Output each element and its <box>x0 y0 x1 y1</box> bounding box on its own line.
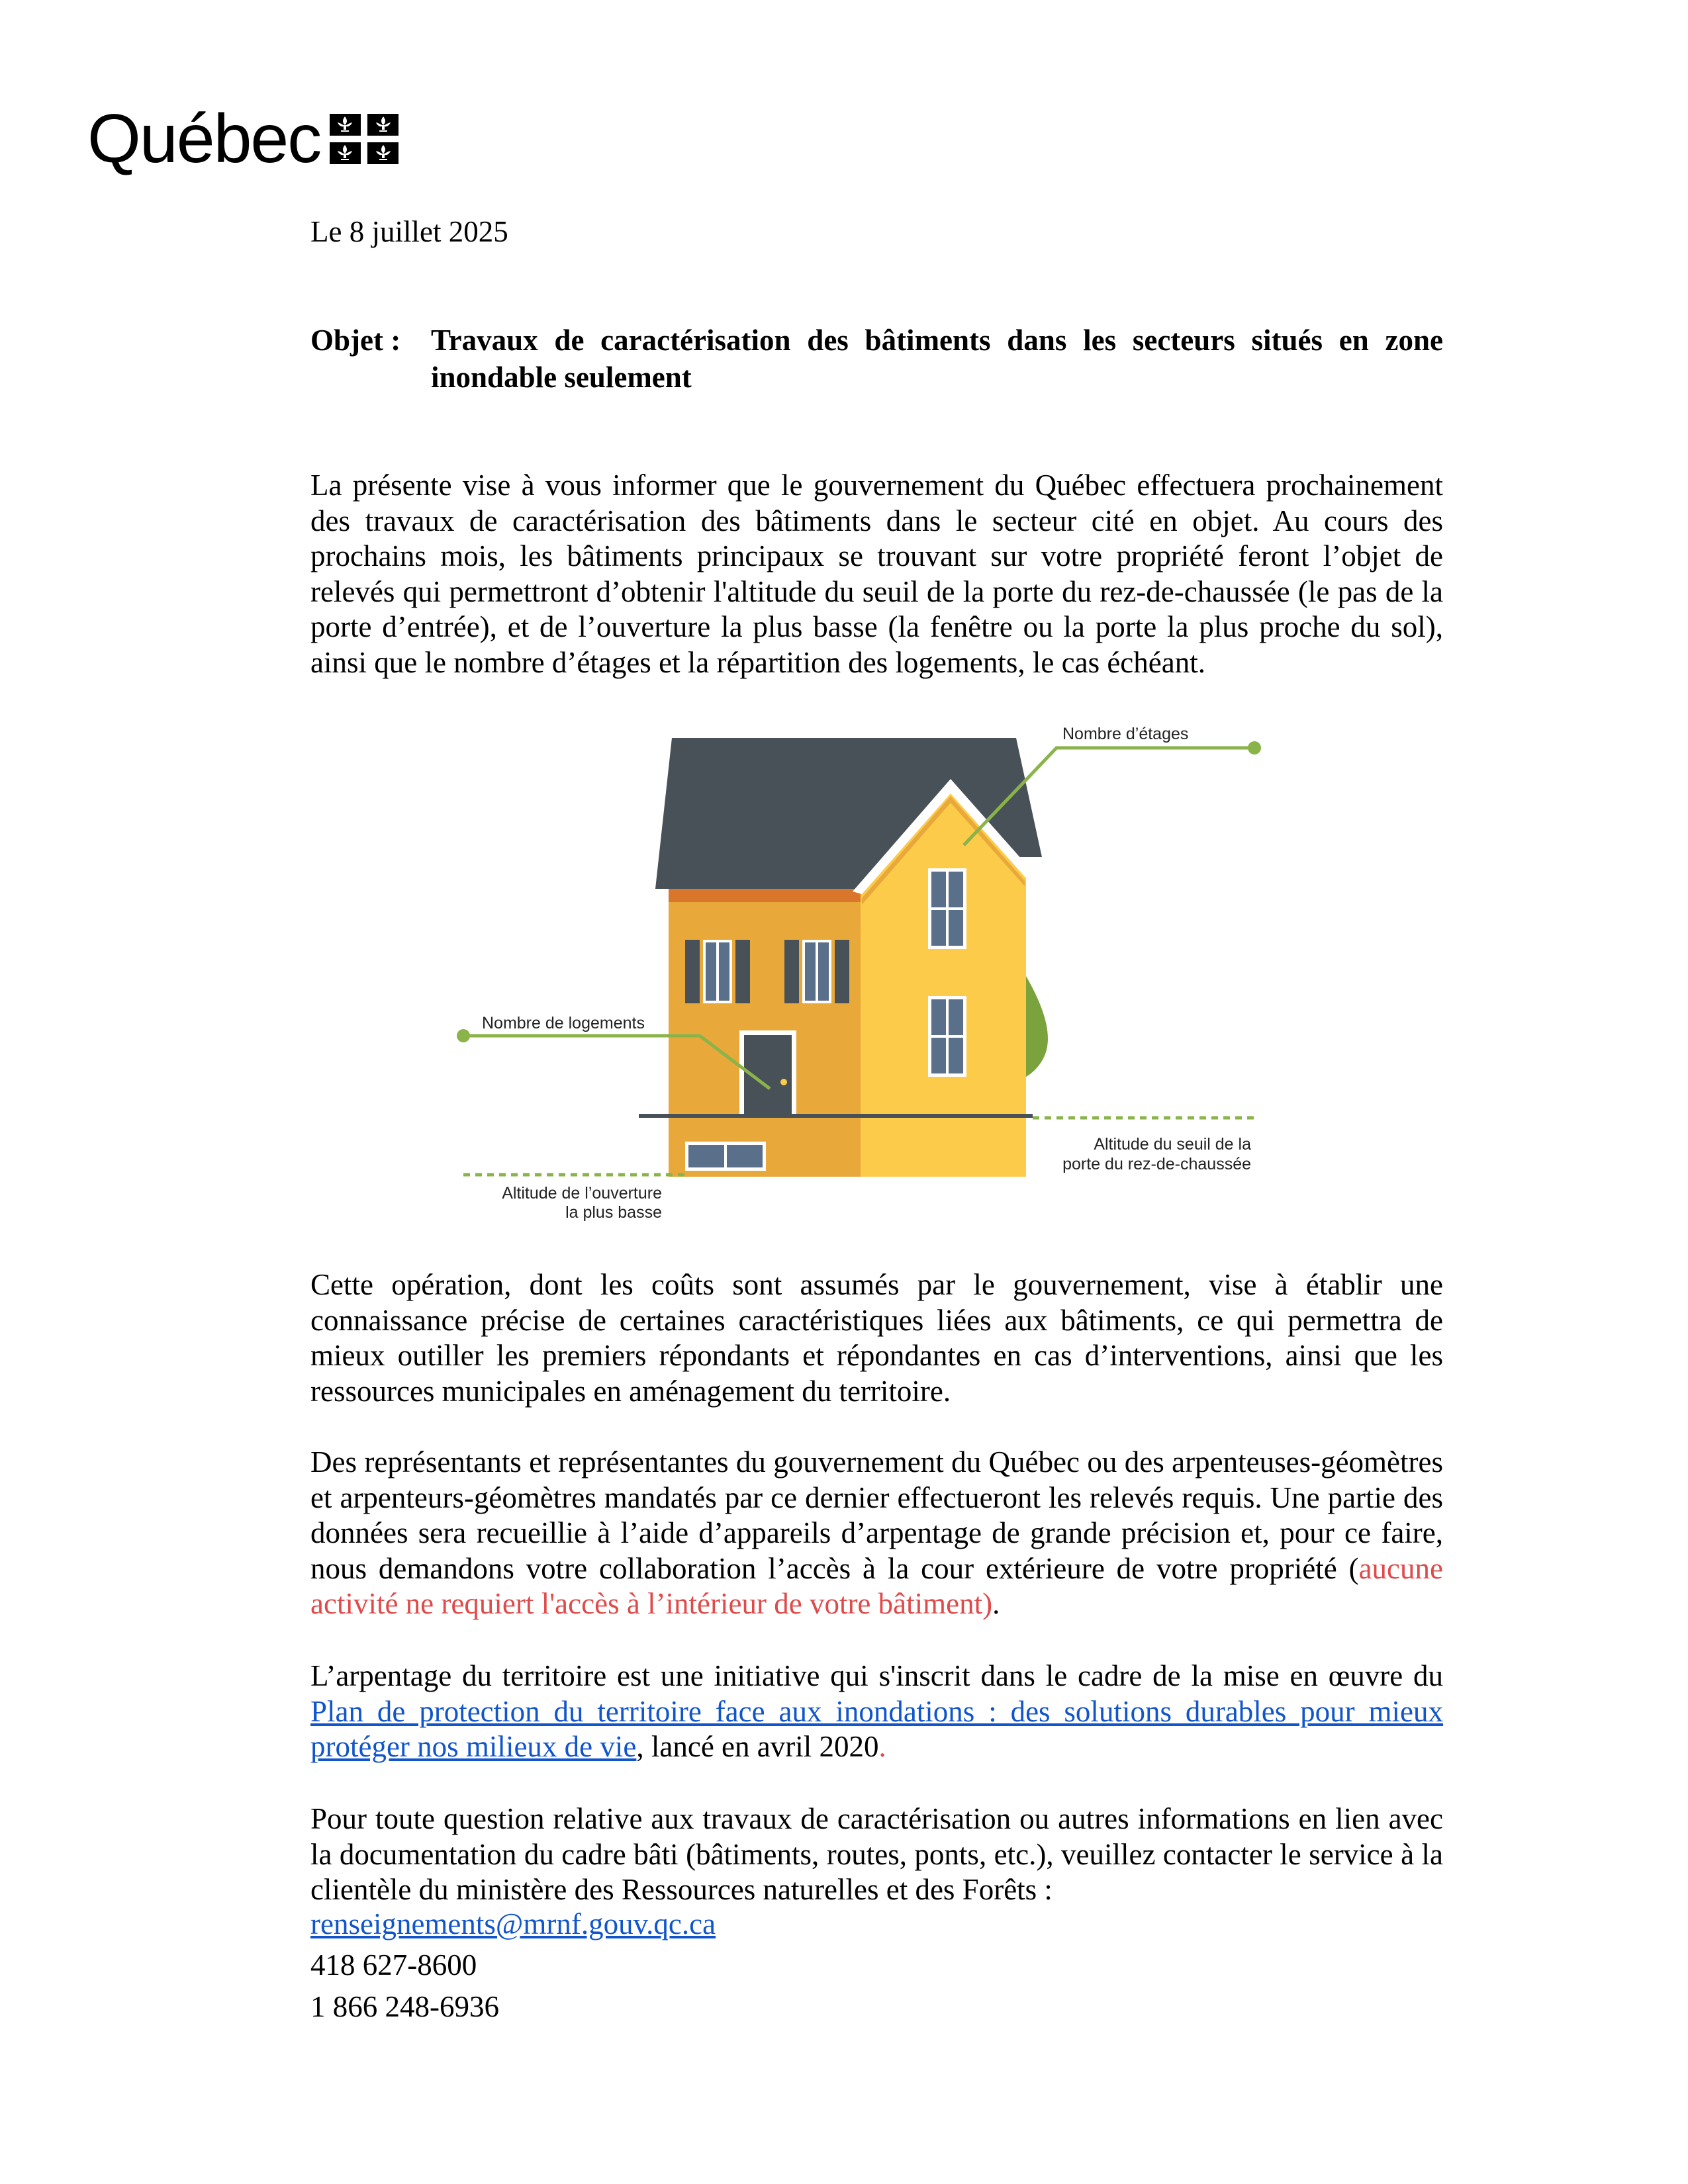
email-link[interactable]: renseignements@mrnf.gouv.qc.ca <box>310 1907 716 1940</box>
fleur-de-lis-flag-icon <box>330 114 399 164</box>
letter-subject <box>310 322 1443 396</box>
label-threshold-2: porte du rez-de-chaussée <box>1062 1155 1251 1173</box>
basement-window <box>685 1142 766 1171</box>
initiative-end: , lancé en avril 2020 <box>636 1730 879 1763</box>
phone-local: 418 627-8600 <box>310 1948 477 1981</box>
label-threshold-1: Altitude du seuil de la <box>1094 1135 1251 1154</box>
paragraph-access <box>310 1445 1443 1622</box>
letter-date: Le 8 juillet 2025 <box>310 215 508 248</box>
initiative-period: . <box>878 1730 886 1763</box>
paragraph-intro: La présente vise à vous informer que le gouvernement du Québec effectuera prochainement des travaux de caractérisation des bâtiments dans le secteur cité en objet. Au cours des prochains mois, les bâtiments principaux se trouvant sur votre propriété feront l’objet de relevés qui permettront d’obtenir l'altitude du seuil de la porte du rez-de-chaussée (le pas de la porte d’entrée), et de l’ouverture la plus basse (la fenêtre ou la porte la plus proche du sol), ainsi que le nombre d’étages et la répartition des logements, le cas échéant. <box>310 469 1443 679</box>
paragraph-contact: Pour toute question relative aux travaux de caractérisation ou autres informations en lien avec la documentation du cadre bâti (bâtiments, routes, ponts, etc.), veuillez contacter le service à la clientèle du ministère des Ressources naturelles et des Forêts : <box>310 1802 1443 1906</box>
quebec-logo <box>87 101 399 177</box>
initiative-text: L’arpentage du territoire est une initiative qui s'inscrit dans le cadre de la mise en œuvre du <box>310 1659 1443 1692</box>
access-text: Des représentants et représentantes du gouvernement du Québec ou des arpenteuses-géomètres et arpenteurs-géomètres mandatés par ce dernier effectueront les relevés requis. Une partie des données sera recueillie à l’aide d’appareils d’arpentage de grande précision et, pour ce faire, nous demandons votre collaboration l’accès à la cour extérieure de votre propriété ( <box>310 1445 1443 1585</box>
paragraph-purpose: Cette opération, dont les coûts sont assumés par le gouvernement, vise à établir une connaissance précise de certaines caractéristiques liées aux bâtiments, ce qui permettra de mieux outiller les premiers répondants et répondantes en cas d’interventions, ainsi que les ressources municipales en aménagement du territoire. <box>310 1268 1443 1408</box>
window-right-upper <box>928 868 966 949</box>
label-floors: Nombre d’étages <box>1062 725 1189 743</box>
window-left-2 <box>784 940 849 1003</box>
label-lowest-1: Altitude de l’ouverture <box>502 1184 662 1203</box>
label-units: Nombre de logements <box>482 1014 645 1032</box>
no-indoor-access-note: aucune activité ne requiert l'accès à l’intérieur de votre bâtiment) <box>310 1551 1443 1620</box>
contact-email-line <box>310 1905 716 1942</box>
subject-text: Travaux de caractérisation des bâtiments dans les secteurs situés en zone inondable seulement <box>431 324 1443 394</box>
house-diagram <box>457 725 1264 1228</box>
window-right-lower <box>928 996 966 1077</box>
label-lowest-2: la plus basse <box>565 1203 662 1222</box>
logo-wordmark: Québec <box>87 101 321 177</box>
flood-protection-plan-link[interactable]: Plan de protection du territoire face aux inondations : des solutions durables pour mieux protéger nos milieux de vie <box>310 1694 1443 1763</box>
access-period: . <box>992 1587 1000 1620</box>
phone-toll-free: 1 866 248-6936 <box>310 1990 499 2023</box>
window-left-1 <box>685 940 750 1003</box>
subject-label: Objet : <box>310 324 401 357</box>
paragraph-initiative <box>310 1659 1443 1765</box>
